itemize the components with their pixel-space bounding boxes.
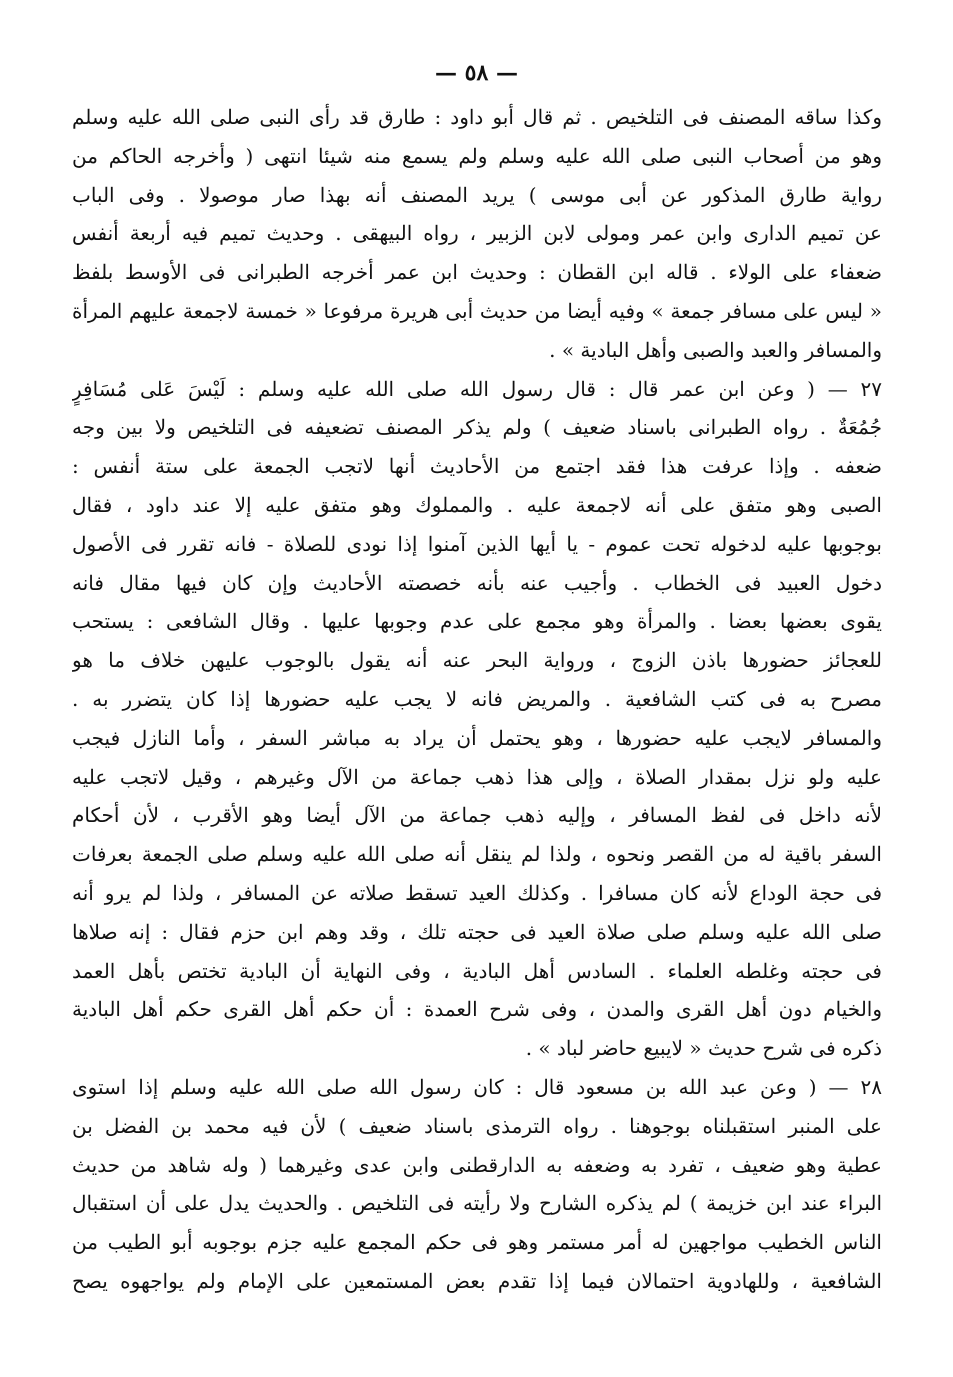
text-line: جُمُعَةٌ . رواه الطبرانى باسناد ضعيف ) ولم يذكر المصنف تضعيفه فى التلخيص ولا بين وجه [72,415,882,440]
text-line: السفر باقية له من القصر ونحوه ، ولذا لم ينقل أنه صلى الله عليه وسلم صلى الجمعة بعرفات [72,842,882,867]
text-line: الشافعية ، وللهادوية احتمالان فيما إذا تقدم بعض المستمعين على الإمام ولم يواجهوه يصح [72,1268,882,1293]
paragraph-end-line: ذكره فى شرح حديث « لايبيع حاضر لباد » . [525,1036,882,1061]
hadith-28-start: ٢٨ — ( وعن عبد الله بن مسعود قال : كان رسول الله صلى الله عليه وسلم إذا استوى [72,1074,882,1099]
text-line: يقوى بعضها بعضا . والمرأة وهو مجمع على عدم وجوبها عليها . وقال الشافعى : يستحب [72,609,882,634]
text-line: بوجوبها عليه لدخوله تحت عموم - يا أيها الذين آمنوا إذا نودى للصلاة - فانه تقرر فى الأصول [72,531,882,556]
text-line: على المنبر استقبلناه بوجوهنا . رواه الترمذى باسناد ضعيف ) لأن فيه محمد بن الفضل بن [72,1113,882,1138]
text-line: صلى الله عليه وسلم صلى صلاة العيد فى حجته تلك ، وقد وهم ابن حزم فقال : إنه صلاها [72,919,882,944]
text-line: وهو من أصحاب النبى صلى الله عليه وسلم ولم يسمع منه شيئا انتهى ( وأخرجه الحاكم من [72,143,882,168]
text-line: للعجائز حضورها باذن الزوج ، ورواية البحر عنه أنه يقول بالوجوب عليهن خلاف ما هو [72,648,882,673]
text-line: ضعفه . وإذا عرفت هذا فقد اجتمع من الأحاديث أنها لاتجب الجمعة على ستة أنفس : [72,454,882,479]
text-line: « ليس على مسافر جمعة » وفيه أيضا من حديث أبى هريرة مرفوعا « خمسة لاجمعة عليهم المرأة [72,298,882,323]
text-line: مصرح به فى كتب الشافعية . والمريض فانه لا يجب عليه حضورها إذا كان يتضرر به . [72,686,882,711]
text-line: لأنه داخل فى لفظ المسافر ، وإليه ذهب جماعة من الآل أيضا وهو الأقرب ، لأن أحكام [72,803,882,828]
text-line: والخيام دون أهل القرى والمدن ، وفى شرح العمدة : أن حكم أهل القرى حكم أهل البادية [72,997,882,1022]
text-line: وكذا ساقه المصنف فى التلخيص . ثم قال أبو داود : طارق قد رأى النبى صلى الله عليه وسلم [72,105,882,129]
paragraph-end-line: والمسافر والعبد والصبى وأهل البادية » . [549,337,882,362]
text-line: الصبى وهو متفق على أنه لاجمعة عليه . والمملوك وهو متفق عليه إلا عند داود ، فقال [72,492,882,517]
text-line: والمسافر لايجب عليه حضورها ، وهو يحتمل أن يراد به مباشر السفر ، وأما النازل فيجب [72,725,882,750]
page-number: — ٥٨ — [435,60,518,86]
text-line: فى حجة الوداع لأنه كان مسافرا . وكذلك العيد تسقط صلاته عن المسافر ، ولذا لم يرو أنه [72,880,882,905]
hadith-27-start: ٢٧ — ( وعن ابن عمر قال : قال رسول الله صلى الله عليه وسلم : لَيْسَ عَلى مُسَافِرٍ [72,376,882,401]
text-line: رواية طارق المذكور عن أبى موسى ) يريد المصنف أنه بهذا صار موصولا . وفى الباب [72,182,882,207]
text-line: فى حجته وغلطه العلماء . السادس أهل البادية ، وفى النهاية أن البادية تختص بأهل العمد [72,958,882,983]
text-line: الناس الخطيب مواجهين له أمر مستمر وهو فى حكم المجمع عليه جزم بوجوبه أبو الطيب من [72,1230,882,1255]
text-line: عطية وهو ضعيف ، تفرد به وضعفه به الدارقطنى وابن عدى وغيرهما ( وله شاهد من حديث [72,1152,882,1177]
text-line: دخول العبيد فى الخطاب . وأجيب عنه بأنه خصصته الأحاديث وإن كان فيها مقال فانه [72,570,882,595]
text-line: البراء عند ابن خزيمة ) لم يذكره الشارح ولا رأيته فى التلخيص . والحديث يدل على أن استقبال [72,1191,882,1216]
text-line: عن تميم الدارى وابن عمر ومولى لابن الزبير ، رواه البيهقى . وحديث تميم فيه أربعة أنفس [72,221,882,246]
text-line: ضعفاء على الولاء . قاله ابن القطان : وحديث ابن عمر أخرجه الطبرانى فى الأوسط بلفظ [72,260,882,285]
body-text [72,98,882,1301]
text-line: عليه ولو نزل بمقدار الصلاة ، وإلى هذا ذهب جماعة من الآل وغيرهم ، وقيل لاتجب عليه [72,764,882,789]
